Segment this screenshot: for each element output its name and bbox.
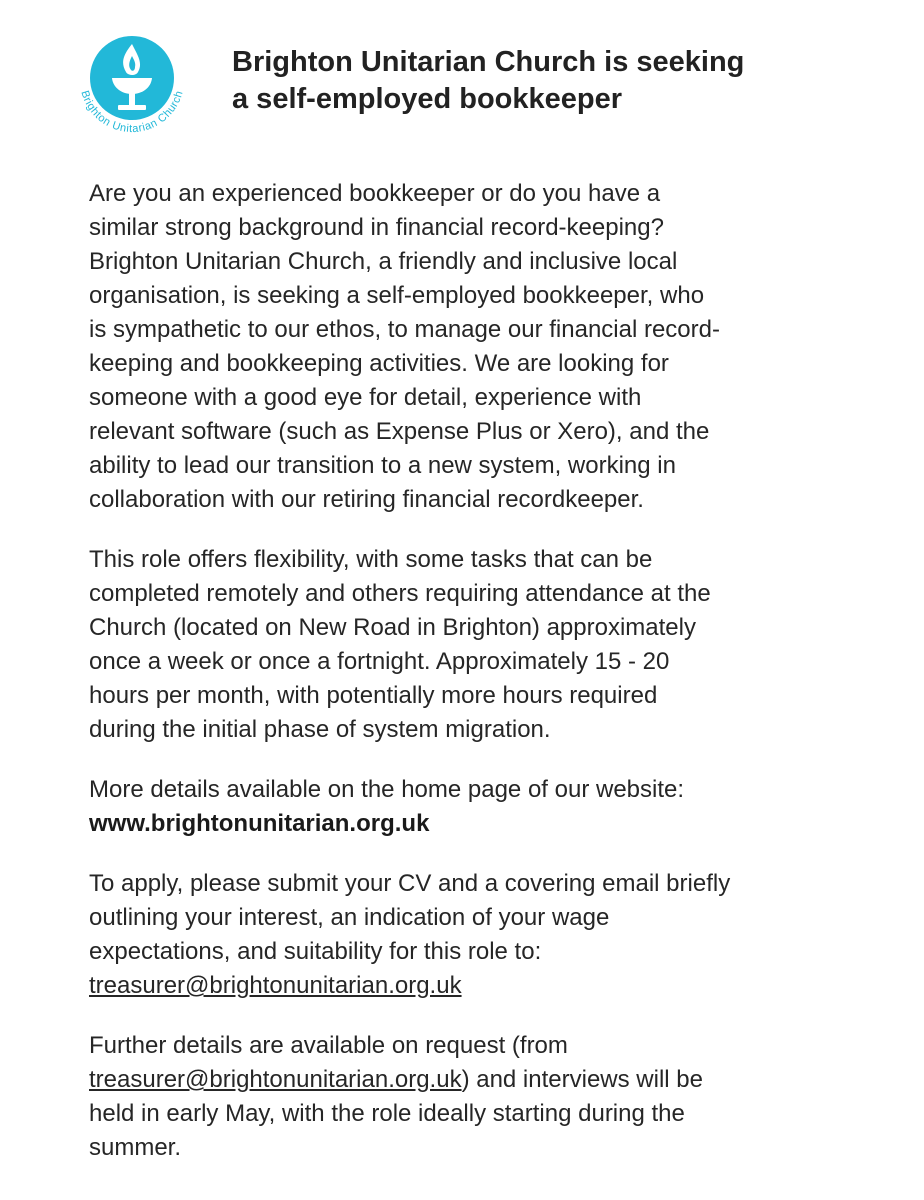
chalice-flame-icon [62,22,202,162]
text-line: hours per month, with potentially more hours required [89,682,658,709]
text-fragment: ) and interviews will be [461,1066,703,1093]
text-line: Are you an experienced bookkeeper or do you have a [89,180,661,207]
intro-paragraph [89,177,869,517]
text-line: is sympathetic to our ethos, to manage our financial record- [89,316,720,343]
text-line: keeping and bookkeeping activities. We are looking for [89,350,669,377]
text-line: someone with a good eye for detail, experience with [89,384,642,411]
header [0,0,924,160]
page-title [232,44,892,118]
text-line: summer. [89,1134,182,1161]
text-line: similar strong background in financial record-keeping? [89,214,664,241]
text-line: More details available on the home page of our website: [89,776,685,803]
website-link[interactable]: www.brightonunitarian.org.uk [89,810,430,837]
title-line-1: Brighton Unitarian Church is seeking [232,46,745,78]
text-line: expectations, and suitability for this role to: [89,938,542,965]
further-details-paragraph [89,1029,869,1165]
advert-body [89,177,869,1191]
text-line: This role offers flexibility, with some tasks that can be [89,546,653,573]
role-details-paragraph [89,543,869,747]
title-line-2: a self-employed bookkeeper [232,83,623,115]
treasurer-email-link[interactable]: treasurer@brightonunitarian.org.uk [89,972,462,999]
text-line: held in early May, with the role ideally starting during the [89,1100,685,1127]
text-line: Church (located on New Road in Brighton) approximately [89,614,696,641]
text-line: To apply, please submit your CV and a covering email briefly [89,870,731,897]
church-logo [62,22,202,162]
text-line: completed remotely and others requiring attendance at the [89,580,711,607]
text-line: relevant software (such as Expense Plus or Xero), and the [89,418,710,445]
text-line: Brighton Unitarian Church, a friendly and inclusive local [89,248,678,275]
text-line: collaboration with our retiring financial recordkeeper. [89,486,644,513]
text-line: organisation, is seeking a self-employed bookkeeper, who [89,282,705,309]
text-line: once a week or once a fortnight. Approximately 15 - 20 [89,648,670,675]
text-line: Further details are available on request (from [89,1032,568,1059]
logo-ring-text: Brighton Unitarian Church [78,89,186,136]
apply-paragraph [89,867,869,1003]
website-paragraph [89,773,869,841]
treasurer-email-link[interactable]: treasurer@brightonunitarian.org.uk [89,1066,462,1093]
text-line: outlining your interest, an indication of your wage [89,904,610,931]
text-line: during the initial phase of system migration. [89,716,551,743]
text-line: ability to lead our transition to a new system, working in [89,452,676,479]
